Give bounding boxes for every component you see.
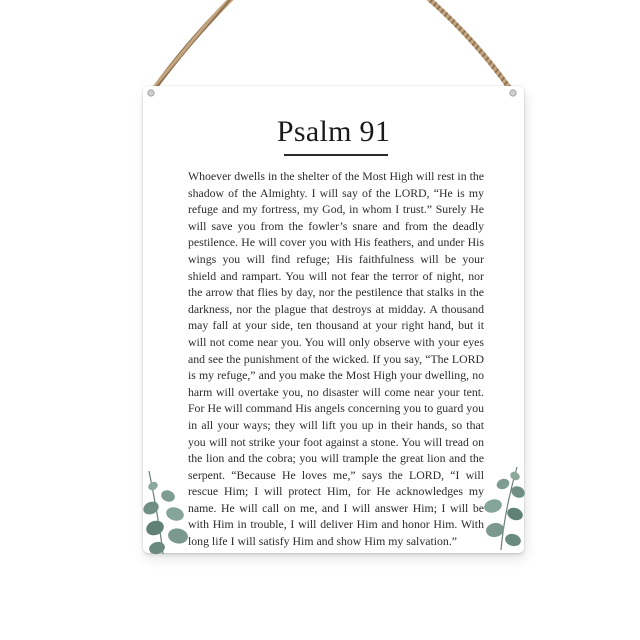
psalm-verse-text: Whoever dwells in the shelter of the Most High will rest in the shadow of the Almighty. I will say of the LORD, “He is my refuge and my fortress, my God, in whom I trust.” Surely He will save you from the fowler’s snare and from the deadly pestilence. He will cover you with His feathers, and under His wings you will find refuge; His faithfulness will be your shield and rampart. You will not fear the terror of night, nor the arrow that flies by day, nor the pestilence that stalks in the darkness, nor the plague that destroys at midday. A thousand may fall at your side, ten thousand at your right hand, but it will not come near you. You will only observe with your eyes and see the punishment of the wicked. If you say, “The LORD is my refuge,” and you make the Most High your dwelling, no harm will overtake you, no disaster will come near your tent. For He will command His angels concerning you to guard you in all your ways; they will lift you up in their hands, so that you will not strike your foot against a stone. You will tread on the lion and the cobra; you will trample the great lion and the serpent. “Because He loves me,” says the LORD, “I will rescue Him; I will protect Him, for He acknowledges my name. He will call on me, and I will answer Him; I will be with Him in trouble, I will deliver Him and honor Him. With long life I will satisfy Him and show Him my salvation.” bbox=[188, 169, 484, 549]
eucalyptus-left-icon bbox=[143, 466, 203, 556]
eucalyptus-right-icon bbox=[473, 462, 528, 552]
sign-plaque bbox=[143, 86, 524, 553]
sign-title: Psalm 91 bbox=[276, 115, 391, 148]
title-underline bbox=[284, 154, 388, 156]
